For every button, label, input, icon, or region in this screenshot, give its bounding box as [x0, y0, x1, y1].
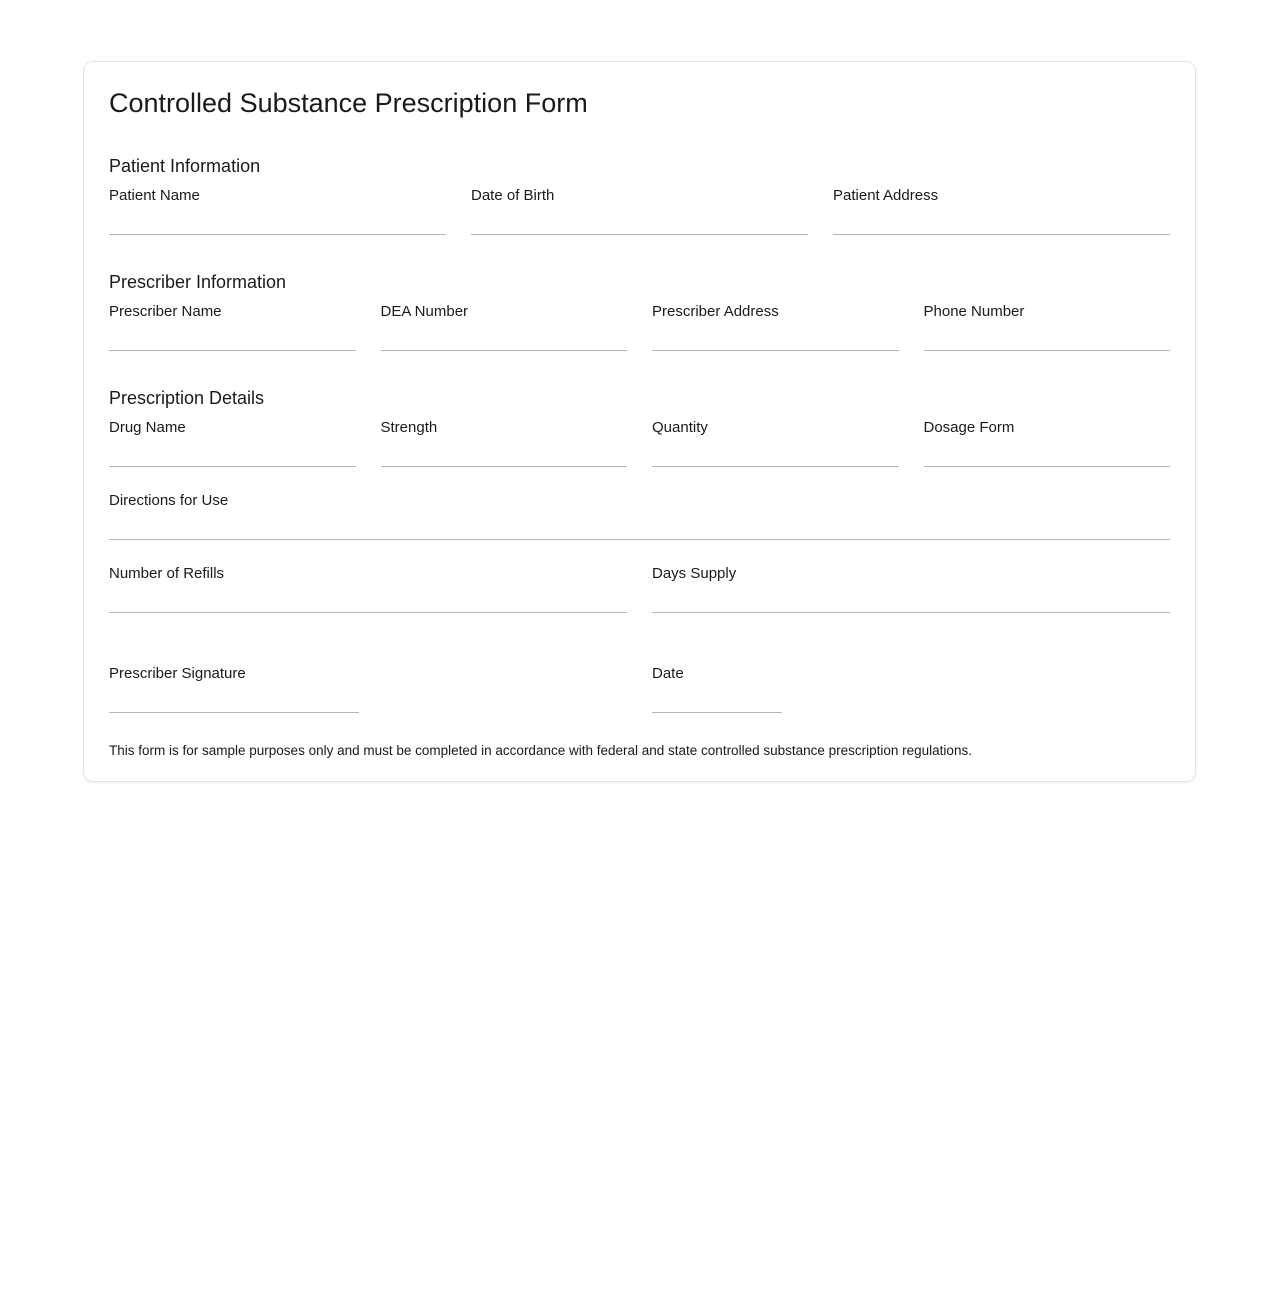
field-days-supply — [652, 565, 1170, 613]
field-strength — [381, 419, 628, 467]
field-phone-number — [924, 303, 1171, 351]
quantity-label: Quantity — [652, 419, 708, 436]
phone-number-input[interactable] — [924, 321, 1171, 351]
patient-information-heading: Patient Information — [109, 156, 261, 176]
quantity-input[interactable] — [652, 437, 899, 467]
field-dea-number — [381, 303, 628, 351]
disclaimer-text: This form is for sample purposes only and must be completed in accordance with federal and state controlled substance prescription regulations. — [109, 743, 972, 758]
field-prescriber-name — [109, 303, 356, 351]
field-prescriber-signature — [109, 665, 627, 713]
prescriber-name-label: Prescriber Name — [109, 303, 222, 320]
date-label: Date — [652, 665, 684, 682]
prescriber-fields-row — [109, 303, 1170, 351]
patient-fields-row — [109, 187, 1170, 235]
section-prescriber-information — [109, 272, 1170, 351]
dosage-form-label: Dosage Form — [923, 419, 1015, 436]
signature-row — [109, 665, 1170, 713]
field-number-of-refills — [109, 565, 627, 613]
field-patient-name — [109, 187, 446, 235]
patient-address-label: Patient Address — [833, 187, 939, 204]
prescriber-signature-label: Prescriber Signature — [109, 665, 246, 682]
field-date-of-birth — [471, 187, 808, 235]
prescription-details-heading: Prescription Details — [109, 388, 265, 408]
days-supply-input[interactable] — [652, 583, 1170, 613]
prescriber-address-input[interactable] — [652, 321, 899, 351]
prescriber-name-input[interactable] — [109, 321, 356, 351]
field-directions-for-use — [109, 492, 1170, 540]
number-of-refills-input[interactable] — [109, 583, 627, 613]
page-title: Controlled Substance Prescription Form — [109, 88, 588, 118]
strength-label: Strength — [380, 419, 438, 436]
patient-name-label: Patient Name — [109, 187, 200, 204]
field-date — [652, 665, 1170, 713]
prescription-form-card — [83, 61, 1196, 782]
field-quantity — [652, 419, 899, 467]
date-input[interactable] — [652, 683, 782, 713]
section-patient-information — [109, 156, 1170, 235]
patient-address-input[interactable] — [833, 205, 1170, 235]
date-of-birth-label: Date of Birth — [471, 187, 555, 204]
prescriber-information-heading: Prescriber Information — [109, 272, 287, 292]
dosage-form-input[interactable] — [924, 437, 1171, 467]
date-of-birth-input[interactable] — [471, 205, 808, 235]
field-patient-address — [833, 187, 1170, 235]
dea-number-input[interactable] — [381, 321, 628, 351]
directions-for-use-label: Directions for Use — [109, 492, 229, 509]
drug-name-label: Drug Name — [109, 419, 186, 436]
drug-fields-row — [109, 419, 1170, 467]
phone-number-label: Phone Number — [923, 303, 1025, 320]
directions-for-use-input[interactable] — [109, 510, 1170, 540]
drug-name-input[interactable] — [109, 437, 356, 467]
section-prescription-details — [109, 388, 1170, 613]
prescriber-address-label: Prescriber Address — [652, 303, 779, 320]
patient-name-input[interactable] — [109, 205, 446, 235]
refills-row — [109, 565, 1170, 613]
strength-input[interactable] — [381, 437, 628, 467]
field-prescriber-address — [652, 303, 899, 351]
field-drug-name — [109, 419, 356, 467]
prescriber-signature-input[interactable] — [109, 683, 359, 713]
field-dosage-form — [924, 419, 1171, 467]
directions-row — [109, 492, 1170, 540]
number-of-refills-label: Number of Refills — [109, 565, 225, 582]
days-supply-label: Days Supply — [652, 565, 737, 582]
dea-number-label: DEA Number — [380, 303, 469, 320]
